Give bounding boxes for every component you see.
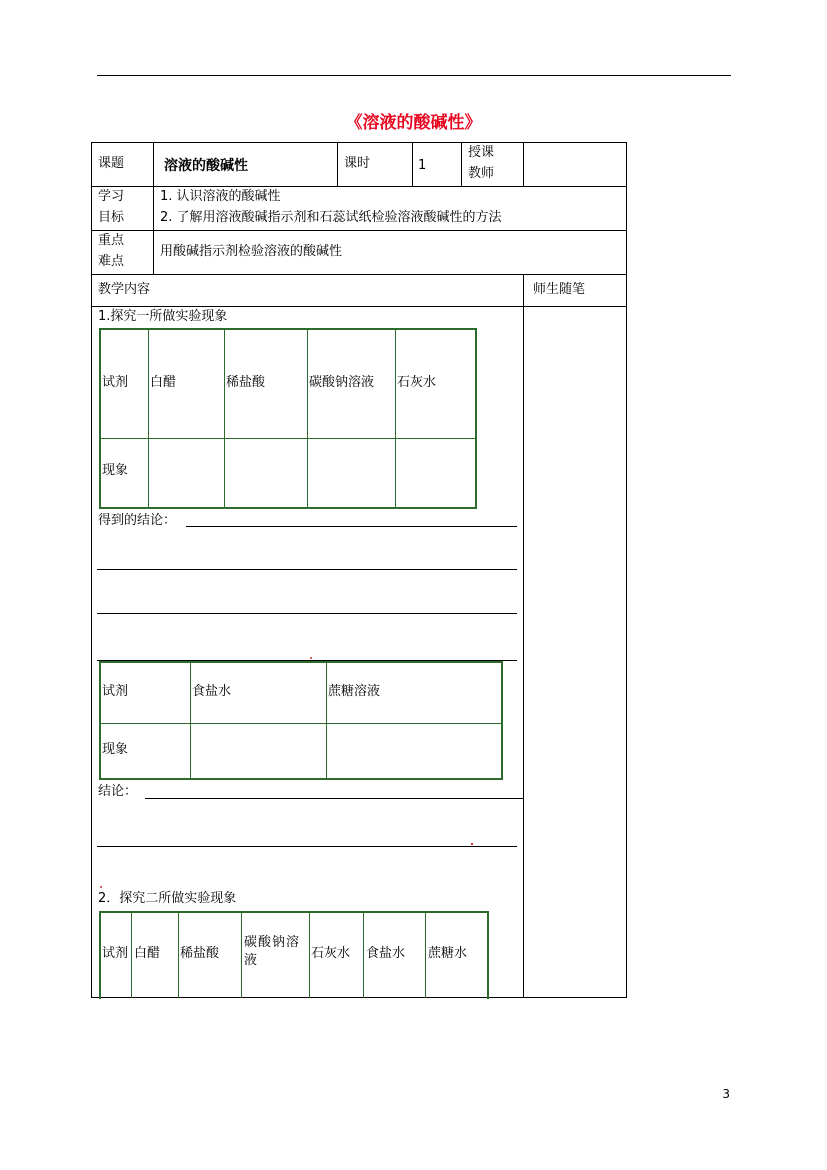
table3-cell: 食盐水	[366, 946, 406, 961]
table1-cell: 现象	[102, 463, 129, 478]
table2-cell: 试剂	[102, 684, 129, 699]
table2-cell: 现象	[102, 742, 129, 757]
answer-line	[145, 798, 523, 799]
keypoints-label-2: 难点	[98, 254, 125, 269]
teacher-label-2: 教师	[468, 166, 495, 181]
document-title: 《溶液的酸碱性》	[345, 113, 482, 133]
conclusion2-label: 结论：	[98, 784, 138, 799]
keypoints-label-1: 重点	[98, 233, 125, 248]
topic-value: 溶液的酸碱性	[164, 158, 248, 174]
stray-mark	[100, 886, 102, 888]
page-number: 3	[722, 1087, 730, 1101]
teacher-label-1: 授课	[468, 145, 495, 160]
table1-cell: 白醋	[150, 375, 177, 390]
topic-label: 课题	[98, 156, 125, 171]
conclusion-label: 得到的结论：	[98, 513, 177, 528]
table3-cell: 白醋	[134, 946, 161, 961]
table1-cell: 碳酸钠溶液	[309, 375, 375, 390]
table3-cell: 蔗糖水	[428, 946, 468, 961]
goal-item-1: 1. 认识溶液的酸碱性	[160, 189, 281, 204]
teaching-content-header: 教学内容	[98, 282, 151, 297]
keypoints-text: 用酸碱指示剂检验溶液的酸碱性	[160, 244, 343, 259]
hours-value: 1	[418, 158, 427, 173]
hours-label: 课时	[344, 156, 371, 171]
table2-cell: 蔗糖溶液	[328, 684, 381, 699]
table3-cell: 试剂	[102, 946, 129, 961]
stray-mark	[471, 843, 473, 845]
answer-line	[186, 526, 517, 527]
table1-cell: 试剂	[102, 375, 129, 390]
section2-title: 2．探究二所做实验现象	[98, 891, 237, 906]
header-rule	[97, 75, 731, 76]
table3-cell: 碳酸钠溶液	[244, 935, 301, 968]
table2-cell: 食盐水	[192, 684, 232, 699]
answer-line	[97, 569, 517, 570]
table1-cell: 石灰水	[397, 375, 437, 390]
table3-cell: 稀盐酸	[180, 946, 220, 961]
goal-item-2: 2. 了解用溶液酸碱指示剂和石蕊试纸检验溶液酸碱性的方法	[160, 210, 502, 225]
section1-title: 1.探究一所做实验现象	[98, 309, 228, 324]
table3-cell: 石灰水	[311, 946, 351, 961]
table1-cell: 稀盐酸	[226, 375, 266, 390]
goals-label-2: 目标	[98, 210, 125, 225]
stray-mark	[310, 657, 312, 659]
notes-header: 师生随笔	[533, 282, 586, 297]
answer-line	[97, 613, 517, 614]
goals-label-1: 学习	[98, 189, 125, 204]
answer-line	[97, 846, 517, 847]
